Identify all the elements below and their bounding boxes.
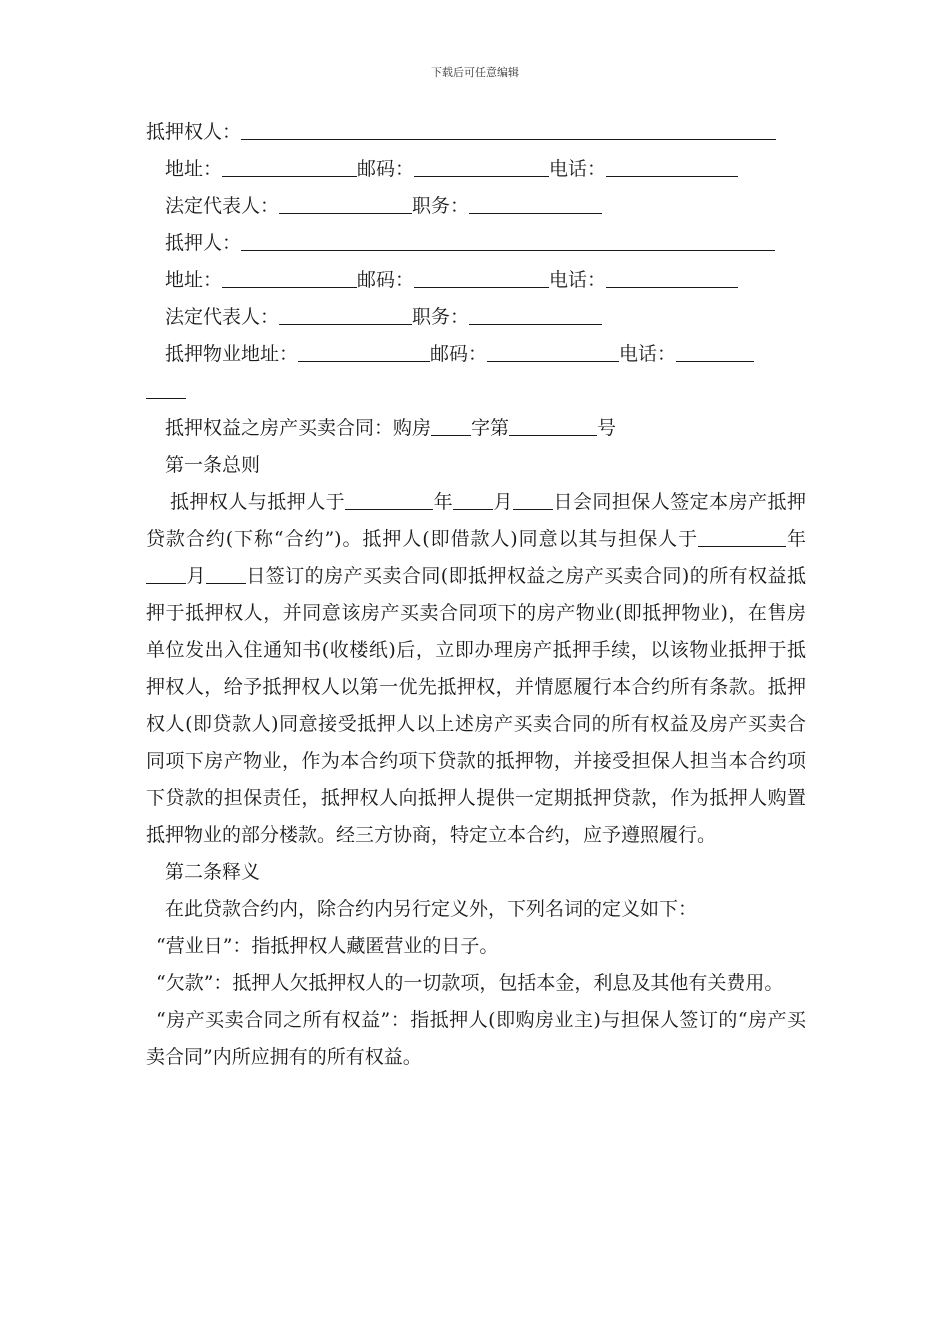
phone-label: 电话： <box>549 158 607 180</box>
position-label: 职务： <box>412 306 470 328</box>
property-address-label: 抵押物业地址： <box>165 343 299 365</box>
contract-word-blank[interactable] <box>431 417 471 436</box>
sign-day-blank[interactable] <box>513 491 553 510</box>
sign-year-blank[interactable] <box>345 491 433 510</box>
article1-text-b: 日会同担保人签定本房产抵押贷款合约(下称“合约”)。抵押人(即借款人)同意以其与担保人于 <box>146 491 806 550</box>
year-label: 年 <box>433 491 454 513</box>
article2-title: 第二条释义 <box>165 861 261 883</box>
postcode-label: 邮码： <box>357 269 415 291</box>
mortgagee-label: 抵押权人： <box>146 121 242 143</box>
postcode-label: 邮码： <box>430 343 488 365</box>
year-label: 年 <box>786 528 806 550</box>
definition-debt <box>146 965 806 1002</box>
purchase-day-blank[interactable] <box>206 565 246 584</box>
property-phone-continuation <box>146 373 806 410</box>
mortgagee-address-blank[interactable] <box>222 158 357 177</box>
legal-rep-label: 法定代表人： <box>165 306 280 328</box>
contract-document <box>146 114 806 1076</box>
month-label: 月 <box>493 491 513 513</box>
property-phone-blank[interactable] <box>676 343 754 362</box>
property-postcode-blank[interactable] <box>487 343 619 362</box>
position-label: 职务： <box>412 195 470 217</box>
address-label: 地址： <box>165 158 223 180</box>
article1-title: 第一条总则 <box>165 454 261 476</box>
month-label: 月 <box>186 565 206 587</box>
sign-month-blank[interactable] <box>453 491 493 510</box>
mortgagee-line <box>146 114 806 151</box>
purchase-month-blank[interactable] <box>146 565 186 584</box>
property-line <box>146 336 806 373</box>
contract-number-suffix: 号 <box>597 417 617 439</box>
mortgagor-rep-blank[interactable] <box>279 306 412 325</box>
mortgagor-name-blank[interactable] <box>241 232 775 251</box>
mortgagee-phone-blank[interactable] <box>606 158 738 177</box>
contract-label: 抵押权益之房产买卖合同：购房 <box>165 417 432 439</box>
mortgagor-phone-blank[interactable] <box>606 269 738 288</box>
contract-number-line <box>146 410 806 447</box>
address-label: 地址： <box>165 269 223 291</box>
definition-business-day: “营业日”：指抵押权人藏匿营业的日子。 <box>156 935 499 957</box>
article1-text-a: 抵押权人与抵押人于 <box>170 491 346 513</box>
purchase-year-blank[interactable] <box>698 528 786 547</box>
contract-number-blank[interactable] <box>509 417 597 436</box>
article1-paragraph <box>146 484 806 854</box>
mortgagor-label: 抵押人： <box>165 232 242 254</box>
mortgagee-rep-line <box>146 188 806 225</box>
mortgagor-contact-line <box>146 262 806 299</box>
mortgagee-name-blank[interactable] <box>241 121 776 140</box>
mortgagee-postcode-blank[interactable] <box>414 158 549 177</box>
phone-label: 电话： <box>619 343 677 365</box>
mortgagor-position-blank[interactable] <box>469 306 602 325</box>
article1-text-c: 日签订的房产买卖合同(即抵押权益之房产买卖合同)的所有权益抵押于抵押权人，并同意该房产买卖合同项下的房产物业(即抵押物业)，在售房单位发出入住通知书(收楼纸)后，立即办理房产抵押手续，以该物业抵押于抵押权人，给予抵押权人以第一优先抵押权，并情愿履行本合约所有条款。抵押权人(即贷款人)同意接受抵押人以上述房产买卖合同的所有权益及房产买卖合同项下房产物业，作为本合约项下贷款的抵押物，并接受担保人担当本合约项下贷款的担保责任，抵押权人向抵押人提供一定期抵押贷款，作为抵押人购置抵押物业的部分楼款。经三方协商，特定立本合约，应予遵照履行。 <box>146 565 806 846</box>
contract-word-label: 字第 <box>471 417 510 439</box>
mortgagor-line <box>146 225 806 262</box>
mortgagor-address-blank[interactable] <box>222 269 357 288</box>
mortgagee-position-blank[interactable] <box>469 195 602 214</box>
property-phone-blank-cont[interactable] <box>146 380 186 399</box>
mortgagee-rep-blank[interactable] <box>279 195 412 214</box>
definition-contract-rights-text: “房产买卖合同之所有权益”：指抵押人(即购房业主)与担保人签订的“房产买卖合同”内所应拥有的所有权益。 <box>146 1009 806 1068</box>
definition-contract-rights <box>146 1002 806 1076</box>
definition-debt-text: “欠款”：抵押人欠抵押权人的一切款项，包括本金，利息及其他有关费用。 <box>156 972 784 994</box>
mortgagee-contact-line <box>146 151 806 188</box>
legal-rep-label: 法定代表人： <box>165 195 280 217</box>
postcode-label: 邮码： <box>357 158 415 180</box>
article2-intro: 在此贷款合约内，除合约内另行定义外，下列名词的定义如下： <box>165 898 698 920</box>
phone-label: 电话： <box>549 269 607 291</box>
property-address-blank[interactable] <box>298 343 430 362</box>
page-header-note: 下载后可任意编辑 <box>431 66 519 79</box>
mortgagor-postcode-blank[interactable] <box>414 269 549 288</box>
mortgagor-rep-line <box>146 299 806 336</box>
